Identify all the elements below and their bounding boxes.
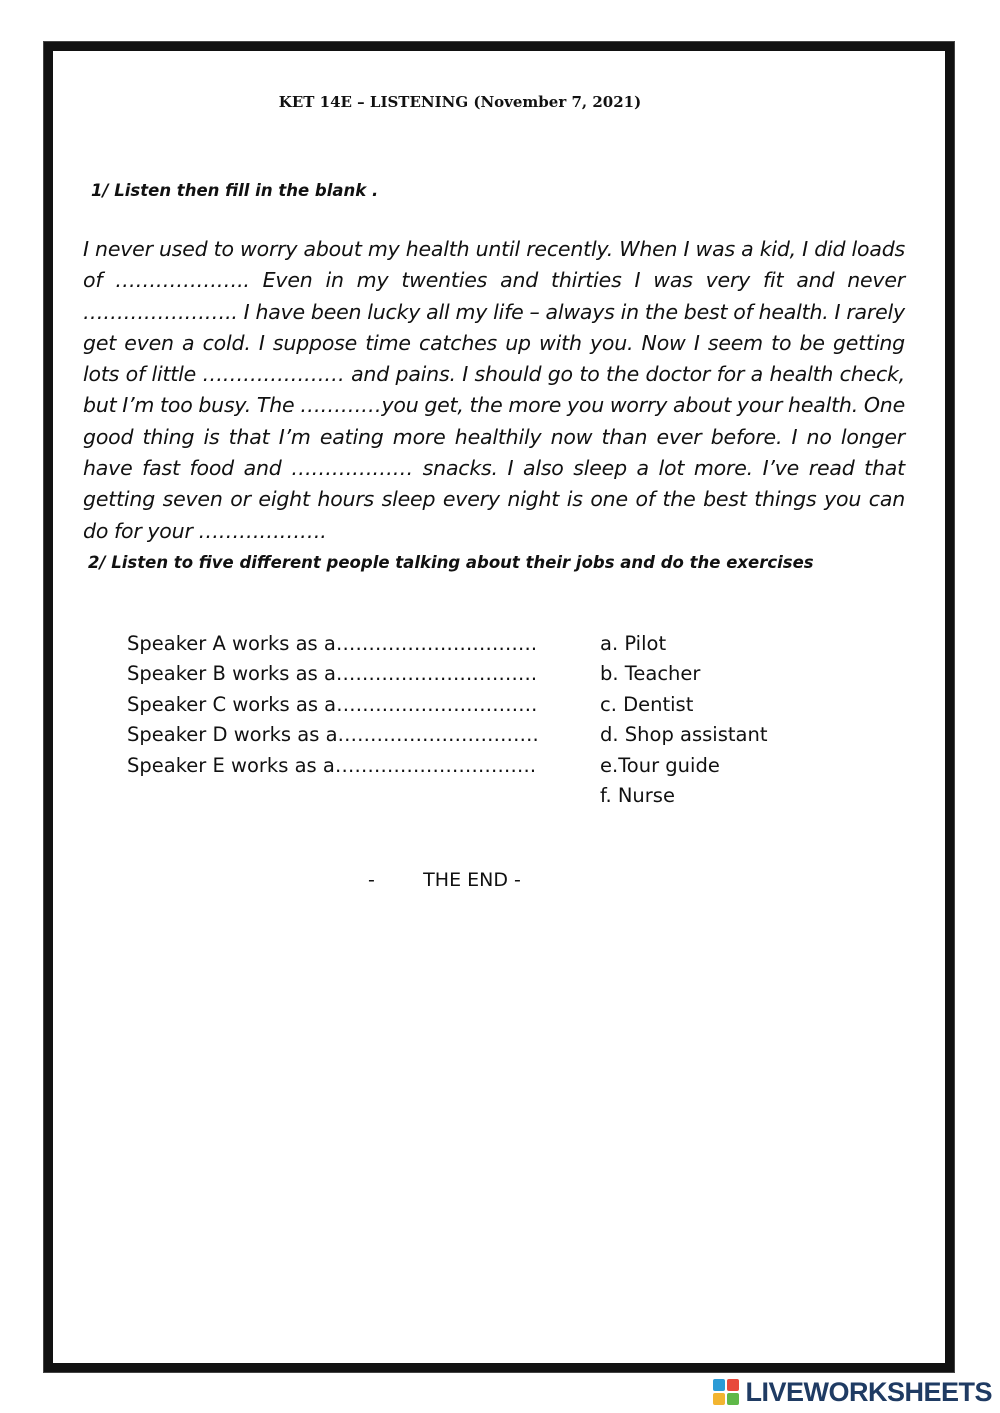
speaker-c-line: Speaker C works as a………………………….	[127, 692, 538, 716]
the-end-text: - THE END -	[368, 869, 521, 891]
speaker-b-line: Speaker B works as a………………………….	[127, 662, 538, 686]
logo-square	[727, 1379, 739, 1391]
logo-squares-icon	[713, 1379, 739, 1405]
logo-square	[713, 1393, 725, 1405]
logo-square	[727, 1393, 739, 1405]
logo-square	[713, 1379, 725, 1391]
logo-text: LIVEWORKSHEETS	[745, 1376, 992, 1407]
option-f: f. Nurse	[600, 784, 675, 808]
fill-in-passage: I never used to worry about my health until recently. When I was a kid, I did loads of ……………….. Even in my twenties and thirties I was very fit and never ………………….. I have been lucky all my life – always in the best of health. I rarely get even a cold. I suppose time catches up with you. Now I seem to be getting lots of little ………………… and pains. I should go to the doctor for a health check, but I’m too busy. The …………you get, the more you worry about your health. One good thing is that I’m eating more healthily now than ever before. I no longer have fast food and ……………… snacks. I also sleep a lot more. I’ve read that getting seven or eight hours sleep every night is one of the best things you can do for your ……………….	[83, 237, 905, 543]
part2-instruction: 2/ Listen to five different people talking about their jobs and do the exercises	[88, 553, 814, 572]
worksheet-title: KET 14E – LISTENING (November 7, 2021)	[278, 93, 642, 111]
liveworksheets-logo	[713, 1375, 992, 1409]
speaker-e-line: Speaker E works as a………………………….	[127, 753, 537, 777]
speaker-a-line: Speaker A works as a………………………….	[127, 632, 538, 655]
option-b: b. Teacher	[600, 662, 701, 686]
speaker-list	[127, 629, 539, 781]
option-c: c. Dentist	[600, 692, 694, 716]
speaker-d-line: Speaker D works as a………………………….	[127, 723, 539, 747]
option-a: a. Pilot	[600, 632, 667, 655]
option-e: e.Tour guide	[600, 753, 720, 777]
option-d: d. Shop assistant	[600, 723, 768, 747]
job-options-list	[600, 629, 767, 811]
part1-instruction: 1/ Listen then fill in the blank .	[91, 181, 379, 200]
